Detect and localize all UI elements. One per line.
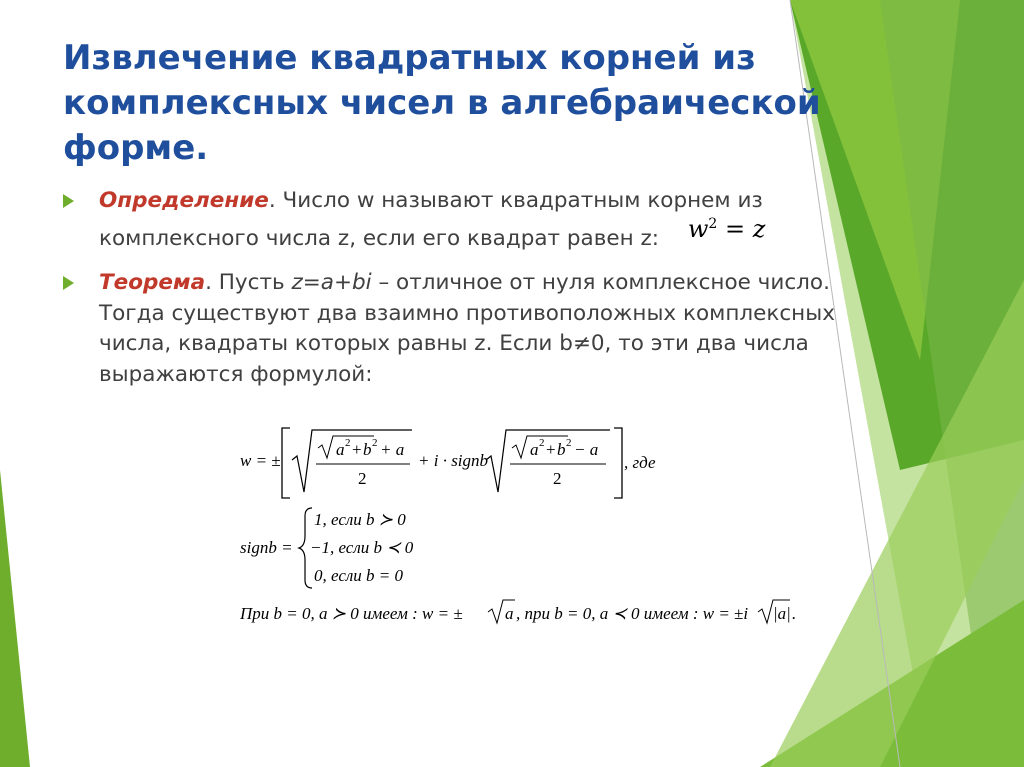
- sup-2: 2: [566, 437, 572, 449]
- definition-line-2: комплексного числа z, если его квадрат равен z:: [99, 225, 660, 251]
- special-cases-formula: [239, 600, 796, 623]
- var-a: a: [336, 440, 345, 459]
- theorem-line-2: Тогда существуют два взаимно противоположных комплексных: [99, 300, 835, 326]
- plus: +: [546, 440, 556, 459]
- title-line-1: Извлечение квадратных корней из: [63, 38, 756, 78]
- var-a: a: [530, 440, 539, 459]
- plus-a: + a: [380, 440, 405, 459]
- minus-a: − a: [574, 440, 599, 459]
- case-1: 1, если b ≻ 0: [314, 510, 406, 529]
- sqrt-a-radicand: a: [505, 604, 514, 623]
- i-signb: + i · signb: [418, 451, 489, 470]
- theorem-line-4: выражаются формулой:: [99, 361, 373, 387]
- main-formula: [240, 428, 656, 498]
- sup-2: 2: [539, 437, 545, 449]
- right-bracket: [614, 428, 622, 498]
- theorem-line-3: числа, квадраты которых равны z. Если b≠0, то эти два числа: [99, 331, 809, 356]
- eq-w: w: [687, 214, 709, 243]
- sup-2: 2: [372, 437, 378, 449]
- theorem-line-1b: – отличное от нуля комплексное число.: [371, 270, 830, 295]
- sqrt-abs-radicand: |a|: [773, 604, 791, 623]
- sign-lhs: signb =: [240, 538, 293, 557]
- sign-formula: [240, 508, 414, 588]
- formula-w: w = ±: [240, 451, 281, 470]
- definition-line-1: . Число w называют квадратным корнем из: [268, 188, 763, 213]
- gde: , где: [624, 453, 656, 472]
- denominator-1: 2: [358, 469, 367, 488]
- case-2: −1, если b ≺ 0: [310, 538, 414, 557]
- left-bracket: [282, 428, 290, 498]
- plus: +: [352, 440, 362, 459]
- eq-sup: 2: [708, 215, 718, 232]
- case-b-text: , при b = 0, a ≺ 0 имеем : w = ±i: [516, 604, 749, 623]
- eq-rest: = z: [717, 214, 766, 243]
- title-line-2: комплексных чисел в алгебраической: [63, 83, 821, 123]
- theorem-var: z=a+bi: [291, 270, 372, 295]
- denominator-2: 2: [553, 469, 562, 488]
- case-3: 0, если b = 0: [314, 566, 404, 585]
- case-a-text: При b = 0, a ≻ 0 имеем : w = ±: [240, 604, 463, 623]
- theorem-line-1a: . Пусть: [205, 270, 292, 295]
- sup-2: 2: [345, 437, 351, 449]
- var-b: b: [363, 440, 372, 459]
- definition-term: Определение: [99, 188, 269, 213]
- var-b: b: [557, 440, 566, 459]
- title-line-3: форме.: [63, 128, 209, 168]
- theorem-term: Теорема: [99, 270, 206, 295]
- final-period: .: [792, 604, 797, 623]
